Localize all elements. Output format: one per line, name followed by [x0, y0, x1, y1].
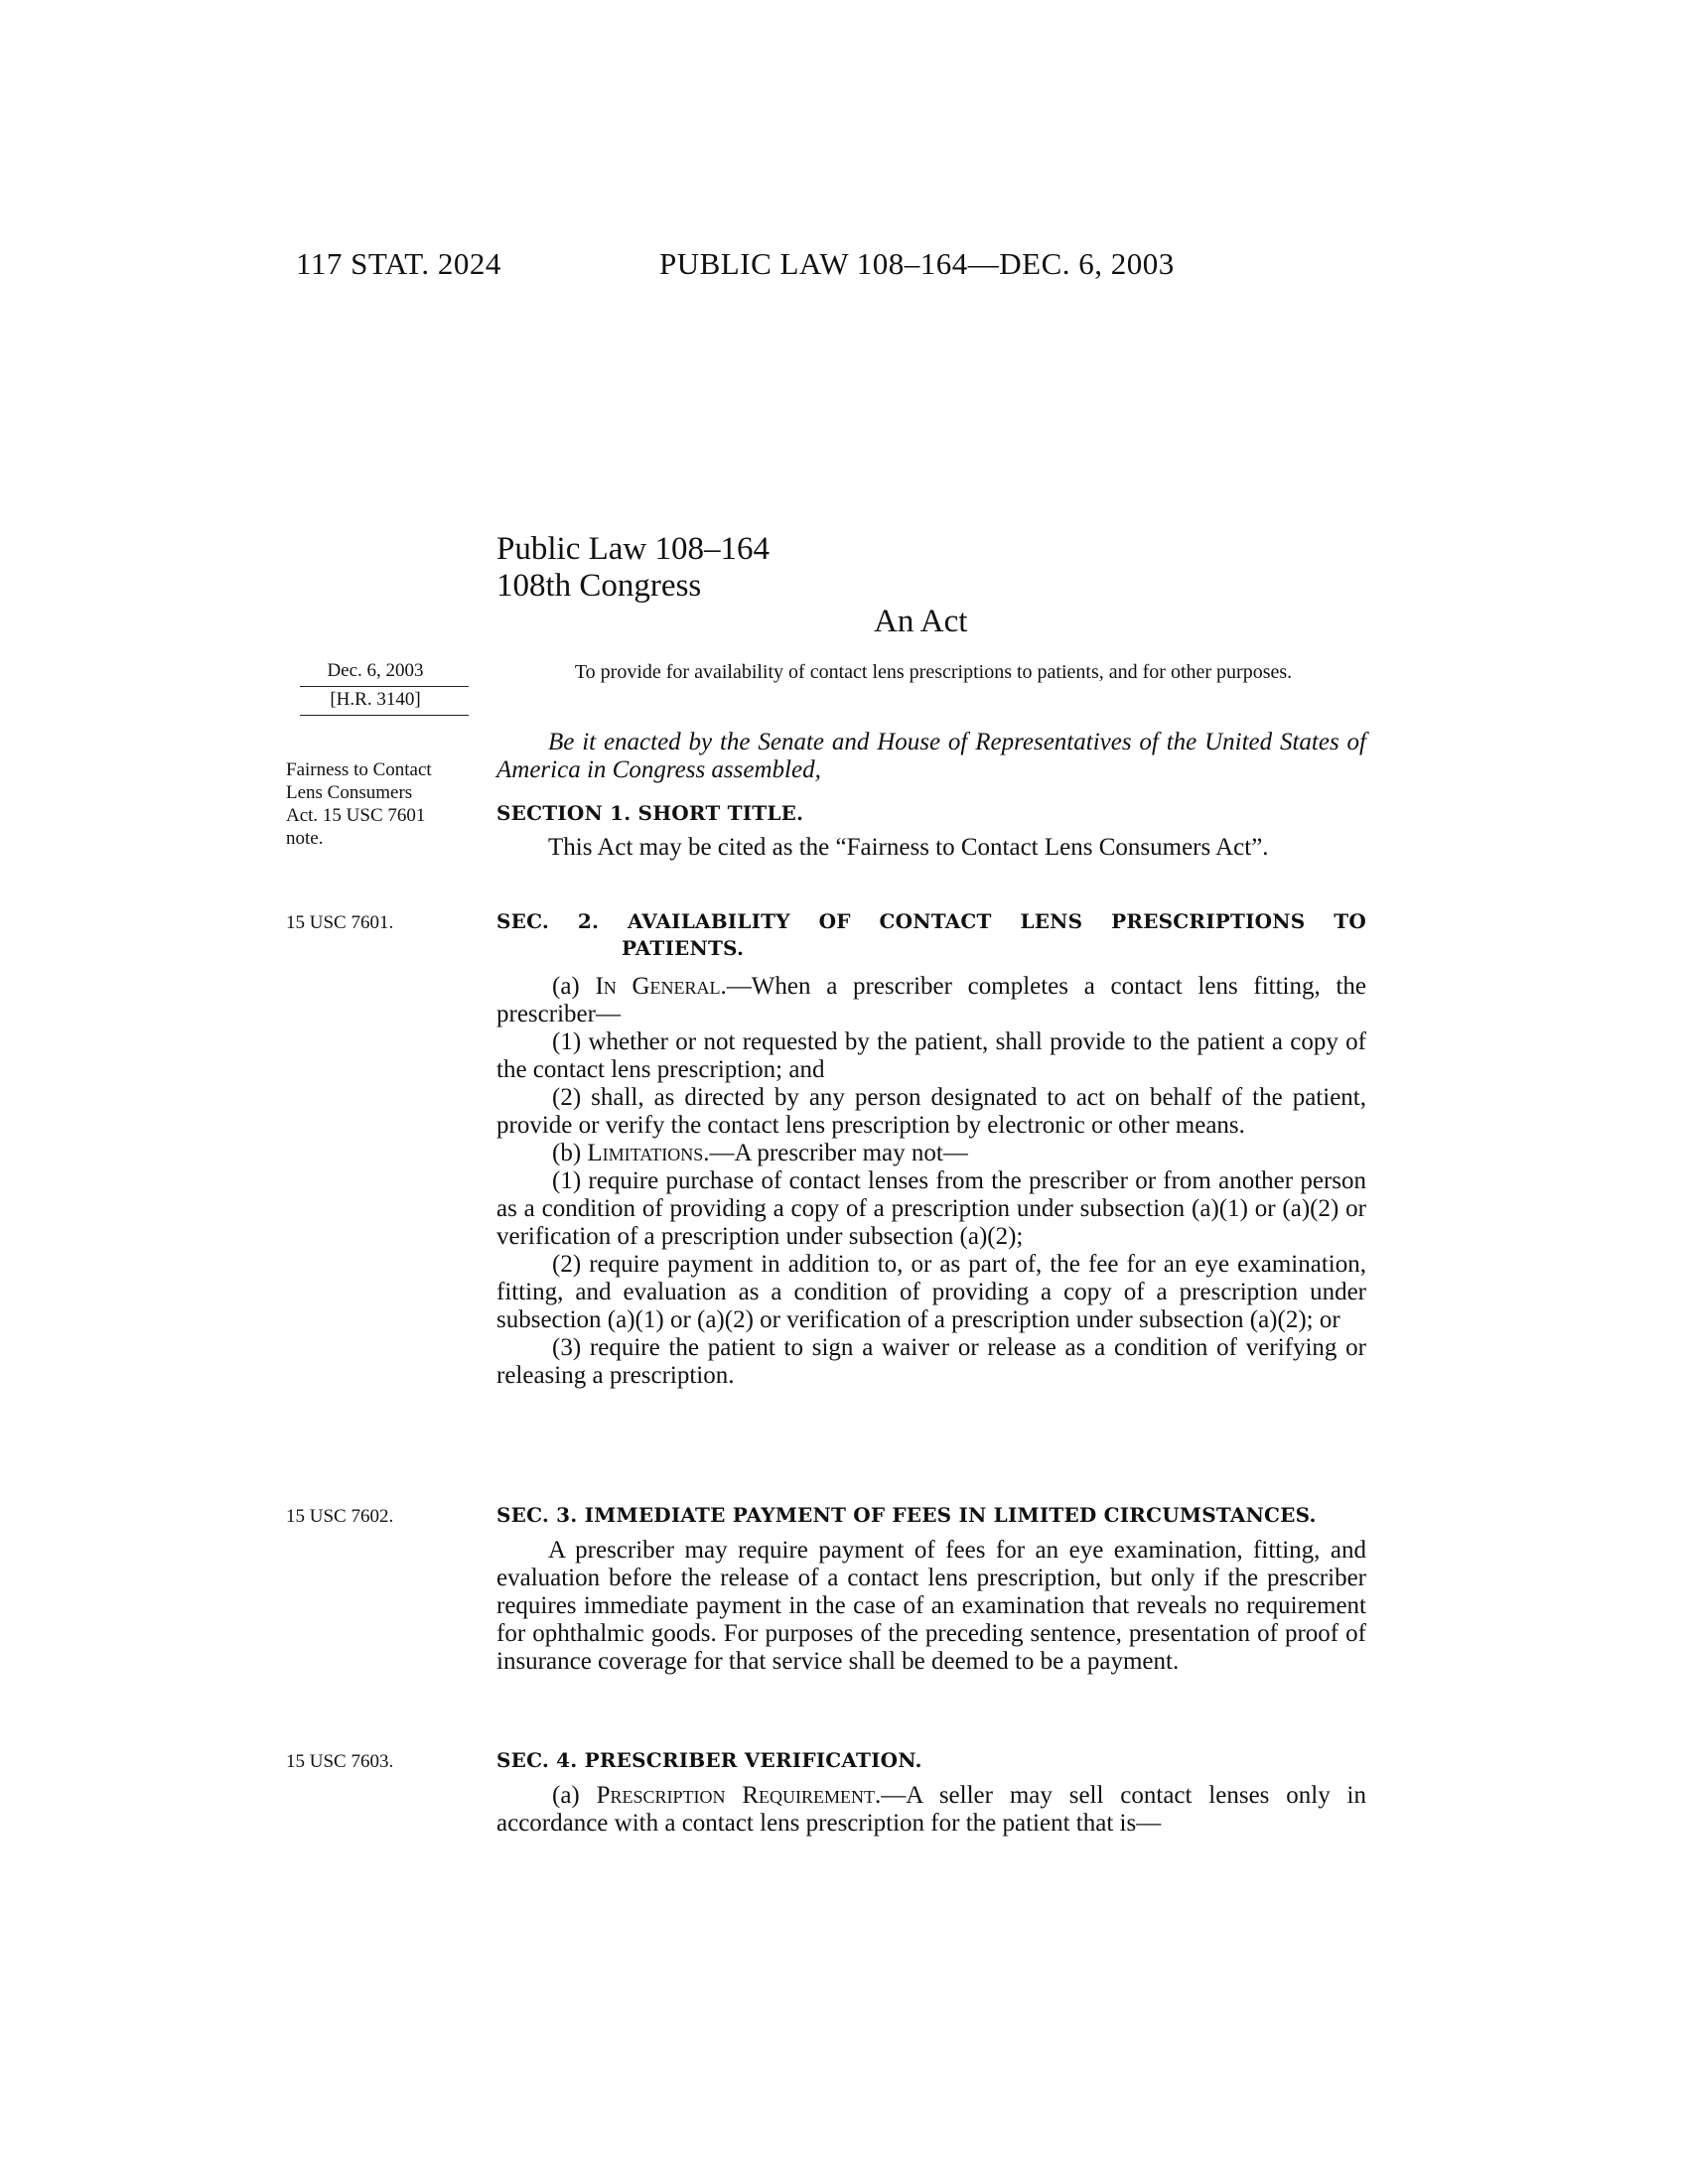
section2-a2: (2) shall, as directed by any person designated to act on behalf of the patient, provide or verify the contact lens prescription by electronic or other means. — [496, 1084, 1366, 1139]
margin-sec4: 15 USC 7603. — [286, 1751, 394, 1772]
margin-rule-top — [300, 686, 469, 687]
sec4-a-label: (a) — [552, 1782, 597, 1809]
act-title: An Act — [874, 604, 968, 639]
section2-b1: (1) require purchase of contact lenses from the prescriber or from another person as a condition of providing a copy of a prescription under subsection (a)(1) or (a)(2) or verification of a prescription under subsection (a)(2); — [496, 1167, 1366, 1250]
sec2-b-caps: Limitations — [587, 1140, 704, 1166]
page-stat: 117 STAT. 2024 — [296, 246, 501, 281]
section1-text: This Act may be cited as the “Fairness to Contact Lens Consumers Act”. — [548, 834, 1269, 861]
margin-short-title: Fairness to Contact Lens Consumers Act. 15 USC 7601 note. — [286, 759, 432, 849]
congress: 108th Congress — [496, 568, 702, 604]
sec2-a-text: .—When a prescriber completes a contact lens fitting, the prescriber— — [496, 973, 1367, 1027]
margin-rule-bottom — [300, 715, 469, 716]
law-number-block — [496, 531, 1366, 605]
section3-text: A prescriber may require payment of fees for an eye examination, fitting, and evaluation before the release of a contact lens prescription, but only if the prescriber requires immediate payment in the case of an examination that reveals no requirement for ophthalmic goods. For purposes of the preceding sentence, presentation of proof of insurance coverage for that service shall be deemed to be a payment. — [496, 1537, 1366, 1675]
sec2-b-label: (b) — [552, 1140, 588, 1166]
section2-subsection-a — [496, 973, 1366, 1028]
law-number: Public Law 108–164 — [496, 531, 770, 567]
sec4-a-text: .—A seller may sell contact lenses only in accordance with a contact lens prescription for the patient that is— — [496, 1782, 1367, 1837]
margin-sec2: 15 USC 7601. — [286, 912, 394, 933]
section2-heading-line2: PATIENTS. — [622, 936, 745, 960]
section4-heading: SEC. 4. PRESCRIBER VERIFICATION. — [496, 1748, 922, 1772]
sec2-a1-text: (1) whether or not requested by the patient, shall provide to the patient a copy of the contact lens prescription; and — [496, 1028, 1366, 1083]
section2-body — [496, 973, 1366, 1390]
section3-heading: SEC. 3. IMMEDIATE PAYMENT OF FEES IN LIMITED CIRCUMSTANCES. — [496, 1503, 1317, 1527]
section2-b3: (3) require the patient to sign a waiver or release as a condition of verifying or releasing a prescription. — [496, 1334, 1366, 1389]
margin-sec3: 15 USC 7602. — [286, 1506, 394, 1527]
section1-body — [496, 834, 1366, 862]
margin-bill: [H.R. 3140] — [330, 689, 421, 710]
enacting-clause — [496, 729, 1366, 784]
section1-heading: SECTION 1. SHORT TITLE. — [496, 801, 804, 825]
sec4-a-caps: Prescription Requirement — [596, 1782, 876, 1809]
section4-subsection-a — [496, 1782, 1366, 1838]
section3-body — [496, 1537, 1366, 1676]
act-purpose: To provide for availability of contact lens prescriptions to patients, and for other purposes. — [574, 661, 1293, 683]
section2-b2: (2) require payment in addition to, or as part of, the fee for an eye examination, fitting, and evaluation as a condition of providing a copy of a prescription under subsection (a)(1) or (a)(2) or verification of a prescription under subsection (a)(2); or — [496, 1251, 1366, 1333]
running-header: PUBLIC LAW 108–164—DEC. 6, 2003 — [659, 246, 1175, 281]
section2-a1 — [496, 1028, 1366, 1084]
sec2-a-label: (a) — [552, 973, 596, 1000]
sec2-b-text: .—A prescriber may not— — [703, 1140, 968, 1166]
sec2-a-caps: In General — [595, 973, 721, 1000]
section2-subsection-b — [496, 1140, 1366, 1167]
enacting-text: Be it enacted by the Senate and House of Representatives of the United States of America in Congress assembled, — [496, 729, 1366, 783]
section4-body — [496, 1782, 1366, 1838]
margin-date: Dec. 6, 2003 — [327, 660, 424, 681]
section2-heading-line1: SEC. 2. AVAILABILITY OF CONTACT LENS PRESCRIPTIONS TO — [496, 909, 1366, 933]
